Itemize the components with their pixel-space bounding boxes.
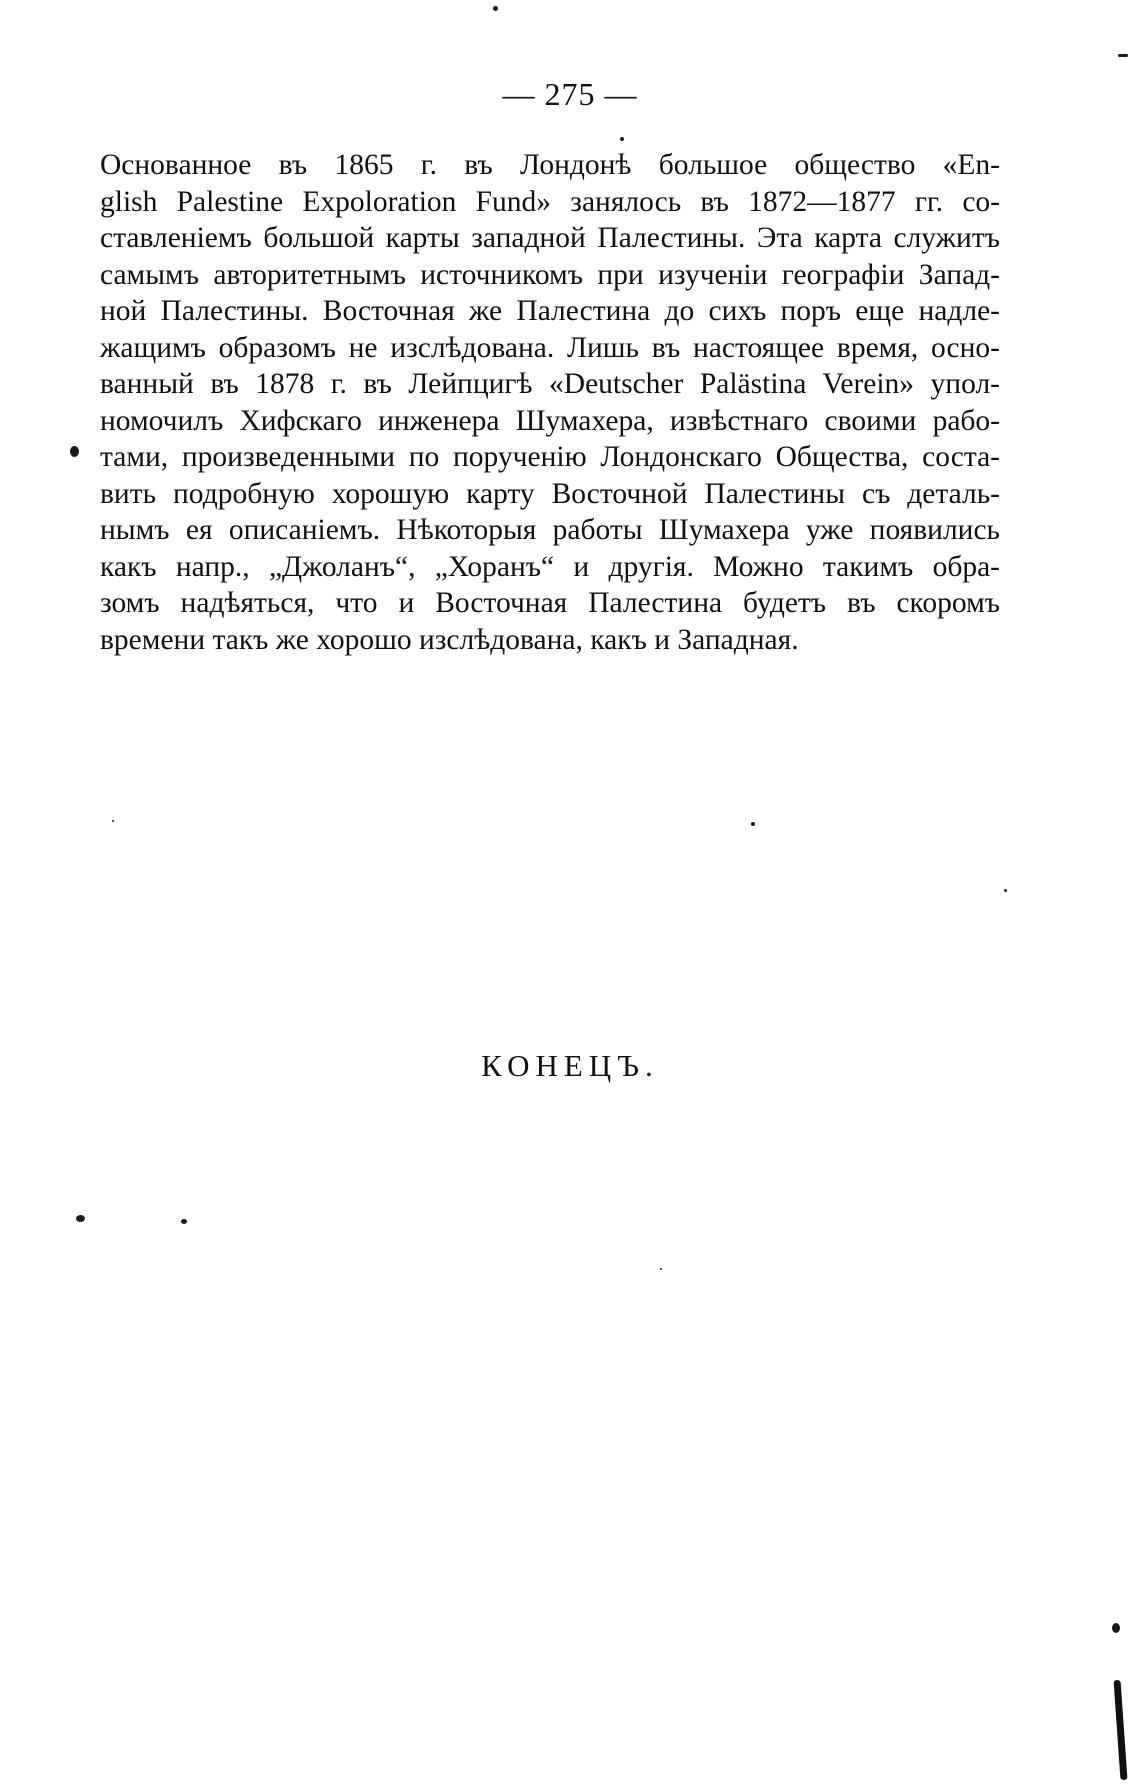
paragraph-line: зомъ надѣяться, что и Восточная Палестина будетъ въ скоромъ bbox=[100, 587, 1000, 619]
paragraph-line: Основанное въ 1865 г. въ Лондонѣ большое общество «En- bbox=[100, 149, 1000, 181]
paragraph-line: номочилъ Хифскаго инженера Шумахера, извѣстнаго своими рабо- bbox=[100, 404, 1000, 437]
ending-heading: КОНЕЦЪ. bbox=[481, 1048, 659, 1083]
scan-speck bbox=[1118, 54, 1128, 57]
paragraph-line: glish Palestine Expoloration Fund» занялось въ 1872—1877 гг. со- bbox=[100, 185, 1000, 218]
paragraph-line: вить подробную хорошую карту Восточной Палестины съ деталь- bbox=[100, 477, 1000, 510]
paragraph-line: времени такъ же хорошо изслѣдована, какъ и Западная. bbox=[100, 623, 799, 656]
paragraph-line: тами, произведенными по порученію Лондонскаго Общества, соста- bbox=[100, 441, 1000, 473]
paragraph-line: ставленіемъ большой карты западной Палестины. Эта карта служитъ bbox=[100, 222, 1000, 254]
scan-speck bbox=[1004, 889, 1007, 892]
scan-speck bbox=[181, 1219, 187, 1224]
scan-speck bbox=[76, 1215, 85, 1222]
scan-speck bbox=[1112, 1623, 1120, 1633]
scan-speck bbox=[660, 1268, 662, 1270]
paragraph-line: нымъ ея описаніемъ. Нѣкоторыя работы Шумахера уже появились bbox=[100, 514, 1000, 546]
paragraph bbox=[100, 147, 1000, 658]
paragraph-line: самымъ авторитетнымъ источникомъ при изученіи географіи Запад- bbox=[100, 258, 1000, 291]
scan-speck bbox=[751, 822, 755, 826]
paragraph-line: жащимъ образомъ не изслѣдована. Лишь въ настоящее время, осно- bbox=[100, 331, 1000, 364]
page-number: — 275 — bbox=[502, 76, 638, 112]
scan-speck bbox=[493, 6, 498, 11]
scan-edge-mark bbox=[1114, 1680, 1128, 1780]
scan-speck bbox=[70, 446, 79, 457]
scan-speck bbox=[112, 820, 114, 822]
paragraph-line: ванный въ 1878 г. въ Лейпцигѣ «Deutscher Palästina Verein» упол- bbox=[100, 368, 1000, 400]
paragraph-line: ной Палестины. Восточная же Палестина до сихъ поръ еще надле- bbox=[100, 295, 1000, 327]
paragraph-line: какъ напр., „Джоланъ“, „Хоранъ“ и другія. Можно такимъ обра- bbox=[100, 550, 1000, 583]
scan-speck bbox=[620, 137, 624, 141]
